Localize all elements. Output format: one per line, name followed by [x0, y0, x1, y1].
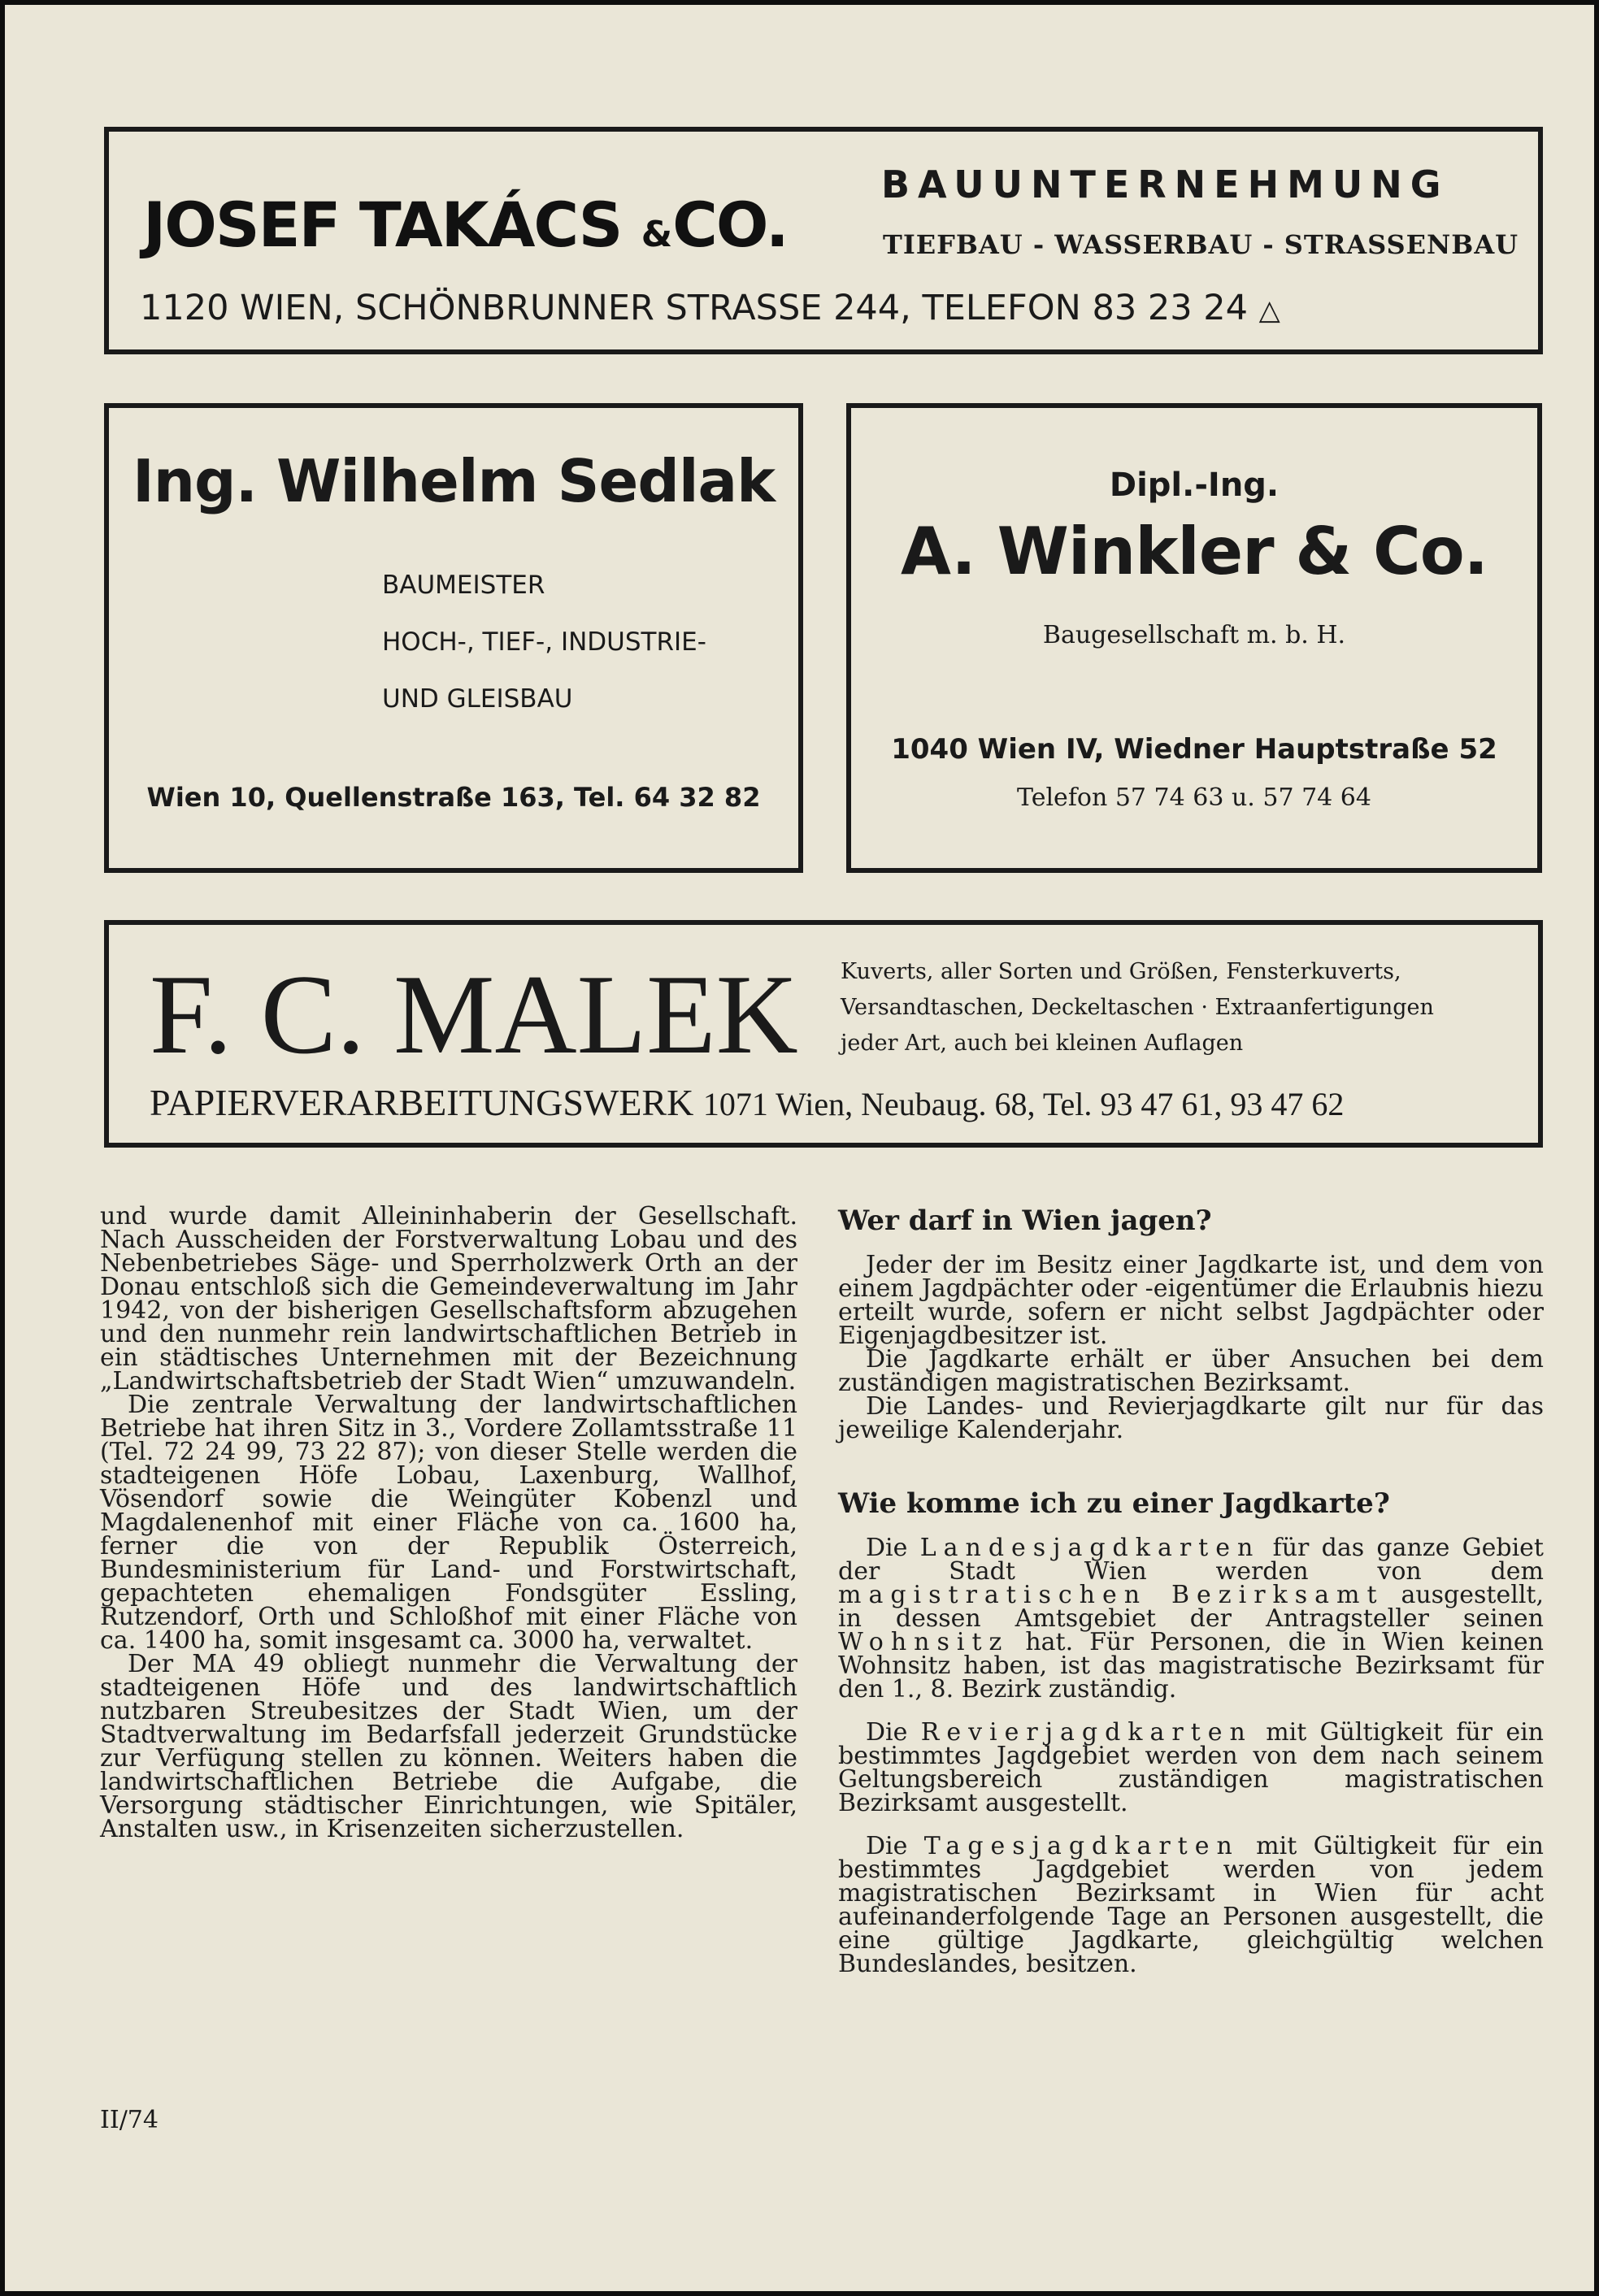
ad-malek	[104, 920, 1543, 1148]
right-column	[838, 1204, 1544, 1976]
ad-sedlak-name: Ing. Wilhelm Sedlak	[132, 447, 775, 515]
ad-malek-desc-line: Versandtaschen, Deckeltaschen · Extraanfertigungen	[841, 995, 1434, 1020]
ad-sedlak-line: BAUMEISTER	[382, 571, 545, 600]
paragraph: Die zentrale Verwaltung der landwirtschaftlichen Betriebe hat ihren Sitz in 3., Vordere Zollamtsstraße 11 (Tel. 72 24 99, 73 22 87); von dieser Stelle werden die stadteigenen Höfe Lobau, Laxenburg, Wallhof, Vösendorf sowie die Weingüter Kobenzl und Magdalenenhof mit einer Fläche von ca. 1600 ha, ferner die von der Republik Österreich, Bundesministerium für Land- und Forstwirtschaft, gepachteten ehemaligen Fondsgüter Essling, Rutzendorf, Orth und Schloßhof mit einer Fläche von ca. 1400 ha, somit insgesamt ca. 3000 ha, verwaltet.	[100, 1391, 797, 1655]
ad-sedlak-line: UND GLEISBAU	[382, 684, 573, 714]
ad-sedlak	[104, 403, 803, 873]
left-column	[100, 1204, 797, 1841]
ad-sedlak-line: HOCH-, TIEF-, INDUSTRIE-	[382, 627, 706, 657]
ad-malek-name: F. C. MALEK	[150, 952, 798, 1078]
ad-takacs-kind: BAUUNTERNEHMUNG	[881, 163, 1449, 206]
ad-winkler	[846, 403, 1542, 873]
section-heading: Wer darf in Wien jagen?	[838, 1204, 1212, 1237]
triangle-icon: △	[1258, 294, 1280, 327]
paragraph: Jeder der im Besitz einer Jagdkarte ist, und dem von einem Jagdpächter oder -eigentümer die Erlaubnis hiezu erteilt wurde, sofern er nicht selbst Jagdpächter oder Eigenjagdbesitzer ist.	[838, 1251, 1544, 1350]
ad-winkler-subtitle: Baugesellschaft m. b. H.	[1042, 621, 1346, 649]
paragraph: Die Jagdkarte erhält er über Ansuchen bei dem zuständigen magistratischen Bezirksamt.	[838, 1345, 1544, 1397]
page-number: II/74	[100, 2106, 159, 2134]
ad-winkler-title: Dipl.-Ing.	[1109, 467, 1280, 504]
page	[5, 5, 1594, 2291]
ad-malek-desc-line: jeder Art, auch bei kleinen Auflagen	[841, 1031, 1244, 1056]
ad-takacs	[104, 127, 1543, 354]
paragraph: Der MA 49 obliegt nunmehr die Verwaltung der stadteigenen Höfe und des landwirtschaftlich nutzbaren Streubesitzes der Stadt Wien, um der Stadtverwaltung im Bedarfsfall jederzeit Grundstücke zur Verfügung stellen zu können. Weiters haben die landwirtschaftlichen Betriebe die Aufgabe, die Versorgung städtischer Einrichtungen, wie Spitäler, Anstalten usw., in Krisenzeiten sicherzustellen.	[100, 1650, 797, 1843]
ad-winkler-name: A. Winkler & Co.	[900, 514, 1488, 589]
section-heading: Wie komme ich zu einer Jagdkarte?	[838, 1487, 1390, 1520]
paragraph: Die Tagesjagdkarten mit Gültigkeit für ein bestimmtes Jagdgebiet werden von jedem magistratischen Bezirksamt in Wien für acht aufeinanderfolgende Tage an Personen ausgestellt, die eine gültige Jagdkarte, gleichgültig welchen Bundeslandes, besitzen.	[838, 1832, 1544, 1978]
ad-malek-works: PAPIERVERARBEITUNGSWERK	[150, 1082, 694, 1123]
ad-winkler-phone: Telefon 57 74 63 u. 57 74 64	[1017, 783, 1371, 812]
ad-takacs-address: 1120 WIEN, SCHÖNBRUNNER STRASSE 244, TELEFON 83 23 24 △	[140, 288, 1280, 328]
ad-malek-description	[841, 954, 1434, 1061]
ad-takacs-branches: TIEFBAU - WASSERBAU - STRASSENBAU	[883, 229, 1519, 260]
ad-malek-address: 1071 Wien, Neubaug. 68, Tel. 93 47 61, 93 47 62	[702, 1086, 1345, 1122]
ad-malek-desc-line: Kuverts, aller Sorten und Größen, Fensterkuverts,	[841, 959, 1401, 984]
ad-sedlak-address: Wien 10, Quellenstraße 163, Tel. 64 32 82	[146, 782, 761, 813]
paragraph: Die Landesjagdkarten für das ganze Gebiet der Stadt Wien werden von dem magistratischen Bezirksamt ausgestellt, in dessen Amtsgebiet der Antragsteller seinen Wohnsitz hat. Für Personen, die in Wien keinen Wohnsitz haben, ist das magistratische Bezirksamt für den 1., 8. Bezirk zuständig.	[838, 1534, 1544, 1704]
ad-winkler-address: 1040 Wien IV, Wiedner Hauptstraße 52	[891, 733, 1497, 766]
ad-malek-footer	[150, 1081, 1344, 1124]
paragraph: und wurde damit Alleininhaberin der Gesellschaft. Nach Ausscheiden der Forstverwaltung Lobau und des Nebenbetriebes Säge- und Sperrholzwerk Orth an der Donau entschloß sich die Gemeindeverwaltung im Jahr 1942, von der bisherigen Gesellschaftsform abzugehen und den nunmehr rein landwirtschaftlichen Betrieb in ein städtisches Unternehmen mit der Bezeichnung „Landwirtschaftsbetrieb der Stadt Wien“ umzuwandeln.	[100, 1202, 797, 1395]
paragraph: Die Revierjagdkarten mit Gültigkeit für ein bestimmtes Jagdgebiet werden von dem nach seinem Geltungsbereich zuständigen magistratischen Bezirksamt ausgestellt.	[838, 1718, 1544, 1817]
paragraph: Die Landes- und Revierjagdkarte gilt nur für das jeweilige Kalenderjahr.	[838, 1392, 1544, 1444]
ad-takacs-company: JOSEF TAKÁCS &CO.	[143, 189, 788, 261]
